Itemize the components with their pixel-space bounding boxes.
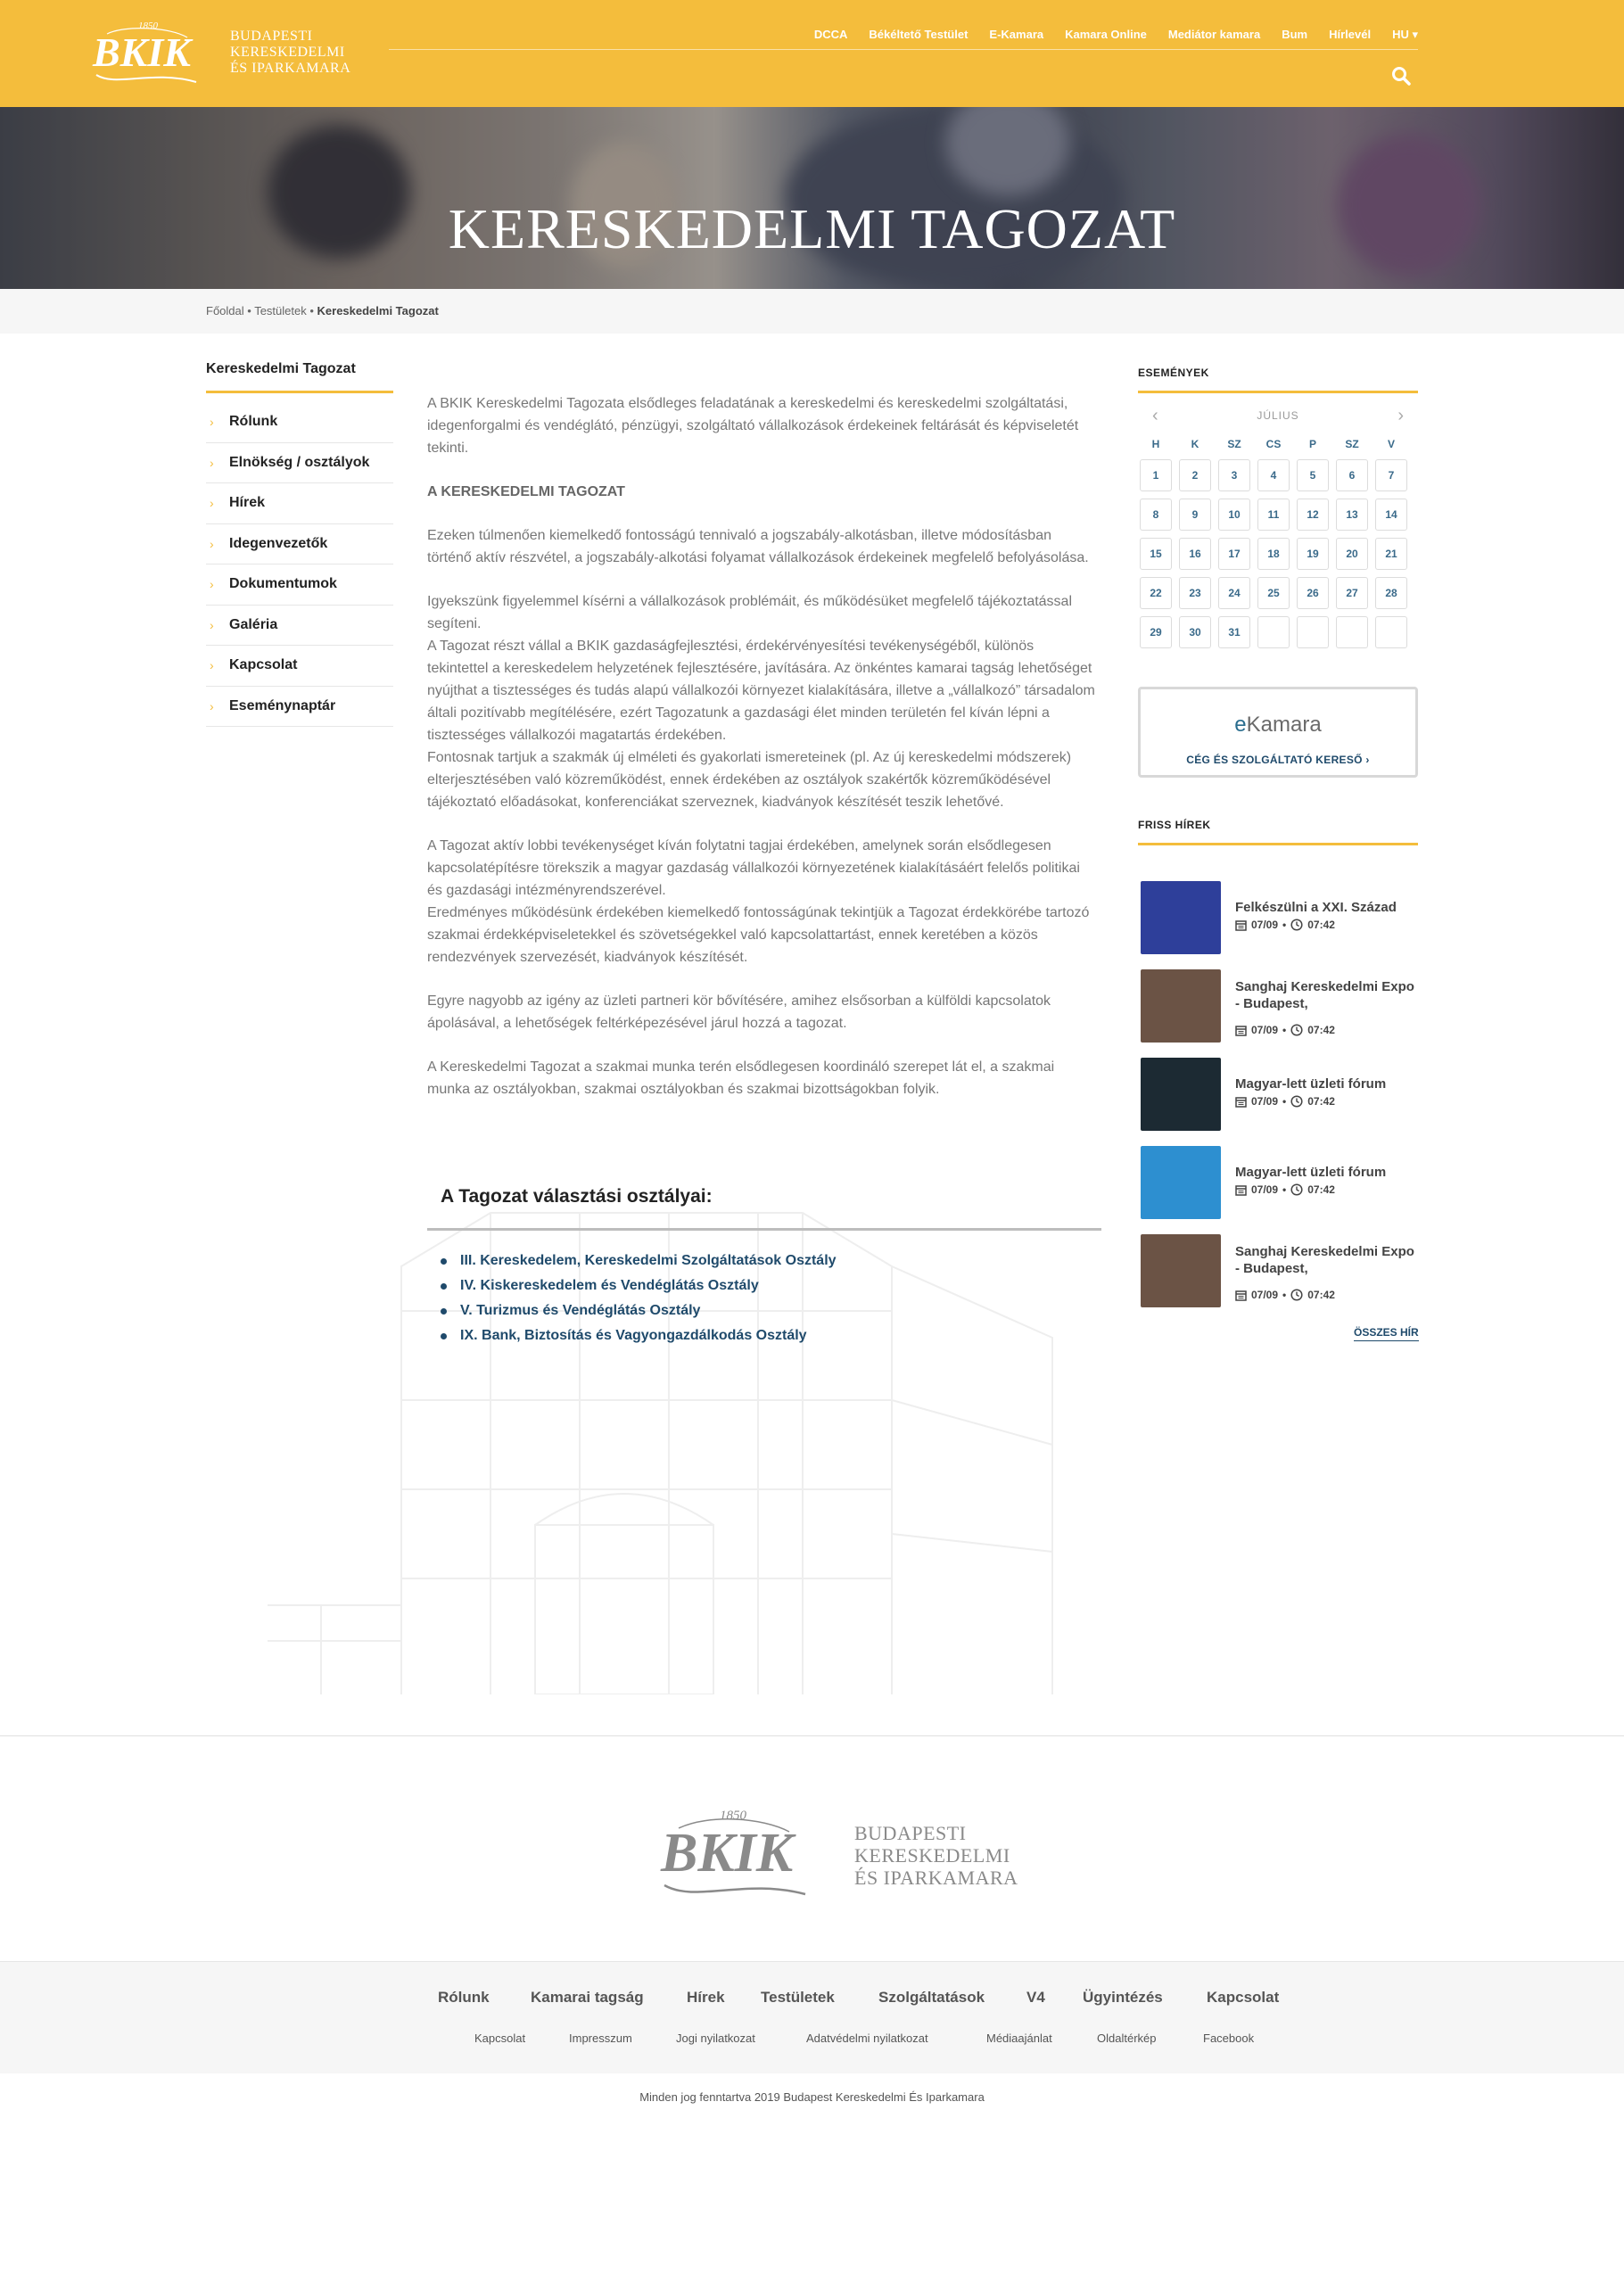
calendar-day [1257, 616, 1290, 648]
chevron-right-icon: › [210, 658, 214, 673]
chevron-right-icon: › [210, 698, 214, 713]
nav-ekamara[interactable]: E-Kamara [989, 28, 1044, 41]
divisions-title: A Tagozat választási osztályai: [427, 1186, 1101, 1231]
chevron-right-icon: › [210, 455, 214, 470]
nav-mediator[interactable]: Mediátor kamara [1167, 28, 1261, 41]
paragraph: A Kereskedelmi Tagozat a szakmai munka terén elsődlegesen koordináló szerepet lát el, a szakmai munka az osztályokban, szakmai osztályokban és szakmai bizottságokban folyik. [427, 1059, 1055, 1097]
news-meta: 07/09 • 07:42 [1235, 1183, 1335, 1196]
footer-link-kamarai-tagsag[interactable]: Kamarai tagság [531, 1989, 644, 2006]
paragraph: Fontosnak tartjuk a szakmák új elméleti és gyakorlati ismereteinek (pl. Az új kereskedelmi módszerek) elterjesztésében való közreműködést, ennek érdekében az osztályok szakértők közreműködésével tájékoztató előadásokat, konferenciákat szerveznek, kiadványok készítését teszik lehetővé. [427, 750, 1072, 810]
footer-link-ugyintezes[interactable]: Ügyintézés [1083, 1989, 1163, 2006]
division-link[interactable]: IX. Bank, Biztosítás és Vagyongazdálkodás Osztály [441, 1323, 1101, 1348]
chevron-right-icon: › [210, 577, 214, 592]
news-time: 07:42 [1307, 1183, 1335, 1196]
calendar-header [1138, 393, 1418, 438]
calendar-day [1297, 616, 1329, 648]
breadcrumb-home[interactable]: Főoldal [206, 304, 244, 317]
news-headline[interactable]: Sanghaj Kereskedelmi Expo - Budapest, [1235, 979, 1414, 1011]
chevron-right-icon[interactable]: › [1397, 405, 1404, 425]
chevron-right-icon: › [210, 496, 214, 511]
logo-monogram: BKIK [93, 29, 191, 75]
site-header [0, 0, 1624, 107]
calendar-grid [1138, 438, 1418, 648]
all-news-link[interactable]: ÖSSZES HÍR [1354, 1326, 1419, 1341]
bullet-icon [441, 1308, 447, 1315]
calendar-day[interactable]: 24 [1218, 577, 1250, 609]
calendar-day-of-week: SZ [1345, 438, 1359, 450]
news-headline[interactable]: Felkészülni a XXI. Század [1235, 900, 1397, 915]
footer-link-hirek[interactable]: Hírek [687, 1989, 725, 2006]
news-headline[interactable]: Magyar-lett üzleti fórum [1235, 1076, 1387, 1092]
calendar-day[interactable]: 30 [1179, 616, 1211, 648]
nav-hirlevel[interactable]: Hírlevél [1329, 28, 1372, 41]
calendar-day[interactable]: 29 [1140, 616, 1172, 648]
footer-sub-adatvedelmi[interactable]: Adatvédelmi nyilatkozat [806, 2032, 928, 2045]
calendar-day[interactable]: 26 [1297, 577, 1329, 609]
news-list [1141, 881, 1426, 1323]
calendar-day-of-week: K [1191, 438, 1199, 450]
footer-sub-impresszum[interactable]: Impresszum [569, 2032, 632, 2045]
bkik-logo[interactable] [89, 16, 205, 91]
news-headline[interactable]: Magyar-lett üzleti fórum [1235, 1165, 1387, 1180]
calendar-day[interactable]: 14 [1375, 499, 1407, 531]
language-selector[interactable]: HU ▾ [1392, 27, 1418, 41]
top-navigation [389, 20, 1418, 50]
calendar-icon [1235, 1096, 1247, 1108]
calendar-day[interactable]: 18 [1257, 538, 1290, 570]
sidebar-item-galeria[interactable]: › Galéria [206, 606, 393, 647]
bullet-icon [441, 1333, 447, 1339]
calendar-day[interactable]: 31 [1218, 616, 1250, 648]
logo-year: 1850 [138, 21, 158, 31]
calendar-day[interactable]: 2 [1179, 459, 1211, 491]
events-title: ESEMÉNYEK [1138, 361, 1418, 393]
calendar-day[interactable]: 20 [1336, 538, 1368, 570]
news-item[interactable] [1141, 1146, 1426, 1234]
sidebar-item-dokumentumok[interactable]: › Dokumentumok [206, 565, 393, 606]
sidebar-item-elnokseg[interactable]: › Elnökség / osztályok [206, 443, 393, 484]
footer-link-rolunk[interactable]: Rólunk [438, 1989, 490, 2006]
breadcrumb: Főoldal • Testületek • Kereskedelmi Tagozat [206, 304, 439, 317]
calendar-day[interactable]: 22 [1140, 577, 1172, 609]
article-heading: A KERESKEDELMI TAGOZAT [427, 484, 625, 499]
calendar-day[interactable]: 25 [1257, 577, 1290, 609]
sidebar-item-esemenynaptar[interactable]: › Eseménynaptár [206, 687, 393, 728]
news-item[interactable] [1141, 969, 1426, 1058]
footer-sub-oldalterkep[interactable]: Oldaltérkép [1097, 2032, 1157, 2045]
clock-icon [1290, 1289, 1303, 1301]
news-thumbnail[interactable] [1141, 1146, 1221, 1219]
sidebar-item-idegenvezetok[interactable]: › Idegenvezetők [206, 524, 393, 565]
footer-sub-mediaajanlat[interactable]: Médiaajánlat [986, 2032, 1052, 2045]
footer-logo-year: 1850 [720, 1809, 746, 1823]
news-thumbnail[interactable] [1141, 969, 1221, 1043]
news-thumbnail[interactable] [1141, 881, 1221, 954]
calendar-day[interactable]: 9 [1179, 499, 1211, 531]
news-date: 07/09 [1251, 1095, 1279, 1108]
chevron-right-icon: › [210, 617, 214, 632]
calendar-day-of-week: SZ [1227, 438, 1241, 450]
calendar-day[interactable]: 28 [1375, 577, 1407, 609]
section-navigation [206, 361, 393, 727]
calendar-day[interactable]: 19 [1297, 538, 1329, 570]
footer-sub-kapcsolat[interactable]: Kapcsolat [474, 2032, 526, 2045]
calendar-day[interactable]: 7 [1375, 459, 1407, 491]
news-meta: 07/09 • 07:42 [1235, 1289, 1335, 1301]
news-meta: 07/09 • 07:42 [1235, 1095, 1335, 1108]
news-headline[interactable]: Sanghaj Kereskedelmi Expo - Budapest, [1235, 1244, 1414, 1276]
news-item[interactable] [1141, 881, 1426, 969]
calendar-day [1336, 616, 1368, 648]
news-thumbnail[interactable] [1141, 1234, 1221, 1307]
chevron-right-icon: › [210, 415, 214, 430]
calendar-icon [1235, 1290, 1247, 1301]
footer-logo-monogram: BKIK [661, 1823, 794, 1883]
calendar-day-of-week: H [1151, 438, 1160, 450]
events-widget [1138, 361, 1418, 648]
nav-dcca[interactable]: DCCA [813, 28, 848, 41]
news-widget-header [1138, 813, 1418, 845]
calendar-day[interactable]: 13 [1336, 499, 1368, 531]
calendar-day[interactable]: 1 [1140, 459, 1172, 491]
search-icon[interactable] [1389, 64, 1413, 87]
calendar-day[interactable]: 15 [1140, 538, 1172, 570]
footer-bkik-logo[interactable] [655, 1803, 812, 1907]
calendar-day[interactable]: 11 [1257, 499, 1290, 531]
breadcrumb-current: Kereskedelmi Tagozat [317, 304, 439, 317]
divisions-block [427, 1186, 1101, 1348]
nav-kamara-online[interactable]: Kamara Online [1065, 28, 1147, 41]
paragraph: Egyre nagyobb az igény az üzleti partneri kör bővítésére, amihez elsősorban a külföldi kapcsolatok ápolásával, a lehetőségek feltérképezésével járul hozzá a tagozat. [427, 993, 1051, 1031]
news-date: 07/09 [1251, 919, 1279, 931]
calendar-day[interactable]: 12 [1297, 499, 1329, 531]
paragraph: A Tagozat aktív lobbi tevékenységet kíván folytatni tagjai érdekében, amelynek során elsődlegesen kapcsolatépítésre törekszik a magyar gazdaság vállalkozói környezetének kialakításáért felelős politikai és gazdasági intézményrendszerével. [427, 838, 1080, 898]
division-link[interactable]: IV. Kiskereskedelem és Vendéglátás Osztály [441, 1273, 1101, 1298]
news-time: 07:42 [1307, 1095, 1335, 1108]
paragraph: A Tagozat részt vállal a BKIK gazdaságfejlesztési, érdekérvényesítési tevékenységéből, különös tekintettel a kereskedelem helyzetének fejlesztésére, javítására. Az önkéntes kamarai tagság lehetőséget nyújthat a tisztességes és tudás alapú vállalkozói környezet kialakítására, illetve a „vállalkozó” társadalom általi pozitívabb megítélésére, ezért Tagozatunk a gazdasági élet minden területén fel kíván lépni a tisztességes vállalkozói magatartás érdekében. [427, 639, 1095, 743]
calendar-day[interactable]: 4 [1257, 459, 1290, 491]
calendar-day-of-week: CS [1265, 438, 1282, 450]
breadcrumb-parent[interactable]: Testületek [254, 304, 307, 317]
news-item[interactable] [1141, 1058, 1426, 1146]
news-title: FRISS HÍREK [1138, 813, 1418, 845]
news-time: 07:42 [1307, 1024, 1335, 1036]
clock-icon [1290, 1095, 1303, 1108]
ekamara-search-box[interactable] [1138, 687, 1418, 778]
calendar-day[interactable]: 8 [1140, 499, 1172, 531]
division-link[interactable]: V. Turizmus és Vendéglátás Osztály [441, 1298, 1101, 1323]
page-title: KERESKEDELMI TAGOZAT [448, 197, 1176, 260]
footer-link-szolgaltatasok[interactable]: Szolgáltatások [878, 1989, 985, 2006]
chevron-left-icon[interactable]: ‹ [1152, 405, 1158, 425]
clock-icon [1290, 919, 1303, 931]
calendar-day[interactable]: 27 [1336, 577, 1368, 609]
division-link[interactable]: III. Kereskedelem, Kereskedelmi Szolgáltatások Osztály [441, 1249, 1101, 1273]
news-time: 07:42 [1307, 1289, 1335, 1301]
hero-banner [0, 107, 1624, 289]
calendar-day[interactable]: 21 [1375, 538, 1407, 570]
chevron-right-icon: › [210, 536, 214, 551]
news-time: 07:42 [1307, 919, 1335, 931]
news-meta: 07/09 • 07:42 [1235, 1024, 1335, 1036]
footer-wordmark[interactable]: BUDAPESTI KERESKEDELMI ÉS IPARKAMARA [854, 1822, 1018, 1889]
paragraph: Ezeken túlmenően kiemelkedő fontosságú tennivaló a jogszabály-alkotásban, illetve módosításban történő aktív részvétel, a jogszabály-alkotási folyamat vállalkozások érdekeinek megfelelő befolyásolása. [427, 528, 1089, 565]
news-date: 07/09 [1251, 1183, 1279, 1196]
copyright: Minden jog fenntartva 2019 Budapest Kereskedelmi És Iparkamara [639, 2090, 985, 2104]
footer-navigation [0, 1961, 1624, 2073]
calendar-day-of-week: P [1308, 438, 1316, 450]
calendar-icon [1235, 1025, 1247, 1036]
news-date: 07/09 [1251, 1289, 1279, 1301]
calendar-icon [1235, 919, 1247, 931]
ekamara-logo: eKamara [1234, 713, 1322, 737]
news-item[interactable] [1141, 1234, 1426, 1323]
paragraph: Eredményes működésünk érdekében kiemelkedő fontosságúnak tekintjük a Tagozat érdekkörébe tartozó szakmai érdekképviseletekkel és szövetségekkel való kapcsolattartást, ennek keretében a közös rendezvények szervezését, kiadványok készítését. [427, 905, 1090, 965]
news-thumbnail[interactable] [1141, 1058, 1221, 1131]
clock-icon [1290, 1183, 1303, 1196]
sidebar-item-rolunk[interactable]: › Rólunk [206, 402, 393, 443]
footer-sub-jogi[interactable]: Jogi nyilatkozat [676, 2032, 755, 2045]
breadcrumb-bar [0, 289, 1624, 334]
calendar-day[interactable]: 23 [1179, 577, 1211, 609]
article-body [427, 392, 1098, 1122]
calendar-day[interactable]: 16 [1179, 538, 1211, 570]
nav-bekelteto[interactable]: Békéltető Testület [869, 28, 969, 41]
sidebar-item-hirek[interactable]: › Hírek [206, 483, 393, 524]
bullet-icon [441, 1258, 447, 1265]
calendar-day[interactable]: 10 [1218, 499, 1250, 531]
calendar-day[interactable]: 6 [1336, 459, 1368, 491]
intro-paragraph: A BKIK Kereskedelmi Tagozata elsődleges feladatának a kereskedelmi és kereskedelmi szolgáltatási, idegenforgalmi és vendéglátó, pénzügyi, szolgáltató vállalkozások érdekeinek feltárását és képviseletét tekinti. [427, 396, 1079, 456]
calendar-icon [1235, 1184, 1247, 1196]
calendar-day[interactable]: 17 [1218, 538, 1250, 570]
section-nav-title: Kereskedelmi Tagozat [206, 361, 393, 393]
sidebar-item-kapcsolat[interactable]: › Kapcsolat [206, 646, 393, 687]
footer-link-kapcsolat[interactable]: Kapcsolat [1207, 1989, 1280, 2006]
news-date: 07/09 [1251, 1024, 1279, 1036]
footer-link-testuletek[interactable]: Testületek [761, 1989, 835, 2006]
footer-logo-area [0, 1735, 1624, 1961]
news-meta: 07/09 • 07:42 [1235, 919, 1335, 931]
nav-bum[interactable]: Bum [1282, 28, 1308, 41]
footer-link-v4[interactable]: V4 [1026, 1989, 1045, 2006]
logo-wordmark[interactable]: BUDAPESTI KERESKEDELMI ÉS IPARKAMARA [230, 29, 351, 76]
calendar-month: JÚLIUS [1257, 409, 1299, 422]
calendar-day-of-week: V [1387, 438, 1395, 450]
footer-sub-facebook[interactable]: Facebook [1203, 2032, 1255, 2045]
calendar-day[interactable]: 3 [1218, 459, 1250, 491]
calendar-day[interactable]: 5 [1297, 459, 1329, 491]
bullet-icon [441, 1283, 447, 1290]
clock-icon [1290, 1024, 1303, 1036]
paragraph: Igyekszünk figyelemmel kísérni a vállalkozások problémáit, és működésüket megfelelő tájékoztatással segíteni. [427, 594, 1073, 631]
calendar-day [1375, 616, 1407, 648]
company-search-link[interactable]: CÉG ÉS SZOLGÁLTATÓ KERESŐ › [1186, 754, 1370, 766]
